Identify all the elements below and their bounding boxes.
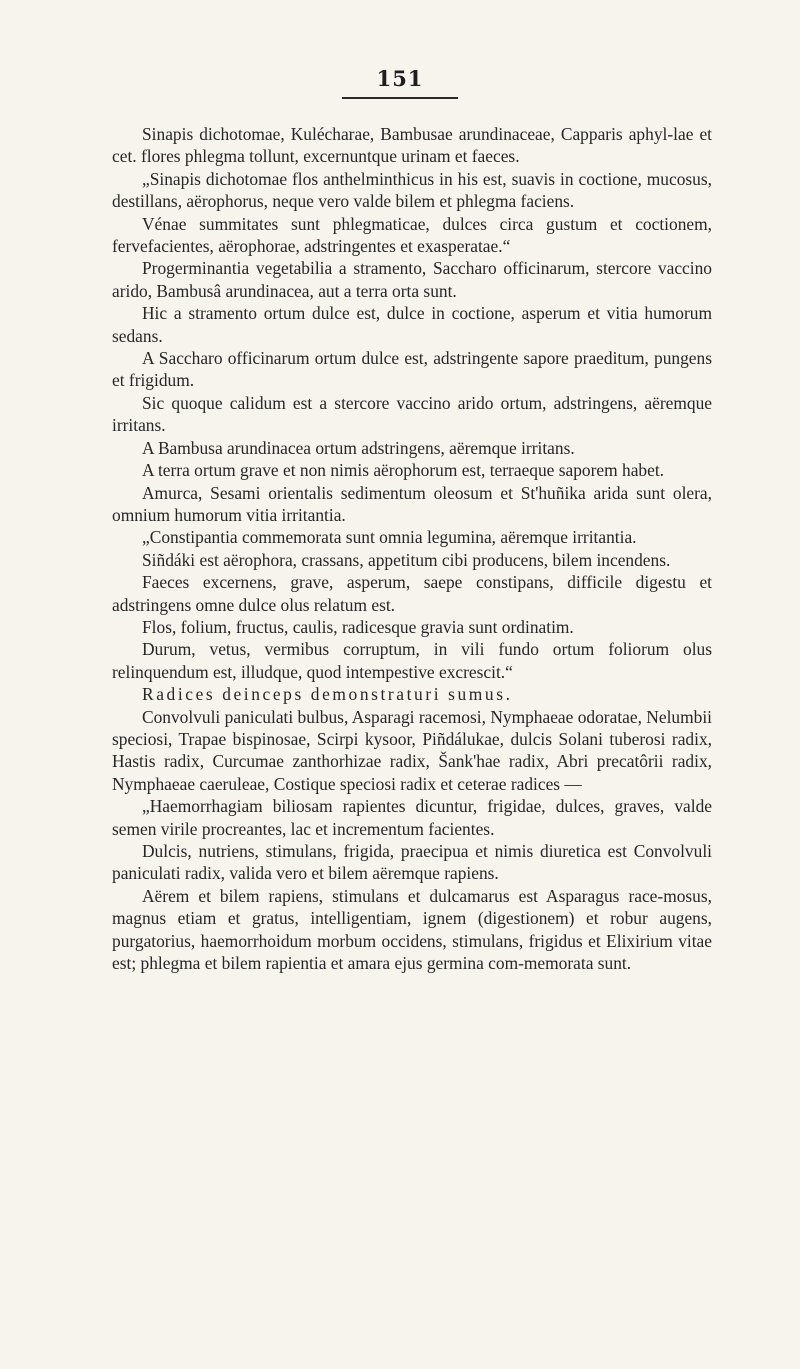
paragraph: „Sinapis dichotomae flos anthelminthicus in his est, suavis in coctione, mucosus, destillans, aërophorus, neque vero valde bilem et phlegma faciens. xyxy=(112,168,712,212)
paragraph: A terra ortum grave et non nimis aërophorum est, terraeque saporem habet. xyxy=(142,460,665,481)
paragraph: A Saccharo officinarum ortum dulce est, adstringente sapore praeditum, pungens et frigidum. xyxy=(112,348,712,391)
paragraph: A Bambusa arundinacea ortum adstringens, aëremque irritans. xyxy=(142,437,575,458)
paragraph: „Haemorrhagiam biliosam rapientes dicuntur, frigidae, dulces, graves, valde semen virile procreantes, lac et incrementum facientes. xyxy=(112,796,712,839)
paragraph: Sic quoque calidum est a stercore vaccino arido ortum, adstringens, aëremque irritans. xyxy=(112,392,712,436)
paragraph: Faeces excernens, grave, asperum, saepe constipans, difficile digestu et adstringens omne dulce olus relatum est. xyxy=(112,572,712,615)
paragraph: „Constipantia commemorata sunt omnia legumina, aëremque irritantia. xyxy=(142,527,637,548)
paragraph: Flos, folium, fructus, caulis, radicesque gravia sunt ordinatim. xyxy=(142,616,574,637)
section-heading: Radices deinceps demonstraturi sumus. xyxy=(142,684,513,705)
header-rule xyxy=(342,97,458,99)
paragraph: Sinapis dichotomae, Kulécharae, Bambusae arundinaceae, Capparis aphyl-lae et cet. flores phlegma tollunt, excernuntque urinam et faeces. xyxy=(112,124,712,167)
paragraph: Durum, vetus, vermibus corruptum, in vili fundo ortum foliorum olus relinquendum est, illudque, quod intempestive excrescit.“ xyxy=(112,639,712,682)
paragraph: Amurca, Sesami orientalis sedimentum oleosum et St'huñika arida sunt olera, omnium humorum vitia irritantia. xyxy=(112,482,712,525)
body-text xyxy=(112,123,712,974)
paragraph: Vénae summitates sunt phlegmaticae, dulces circa gustum et coctionem, fervefacientes, aërophorae, adstringentes et exasperatae.“ xyxy=(112,213,712,257)
paragraph: Convolvuli paniculati bulbus, Asparagi racemosi, Nymphaeae odoratae, Nelumbii speciosi, Trapae bispinosae, Scirpi kysoor, Piñdálukae, dulcis Solani tuberosi radix, Hastis radix, Curcumae zanthorhizae radix, Šank'hae radix, Abri precatôrii radix, Nymphaeae caeruleae, Costique speciosi radix et ceterae radices — xyxy=(112,706,712,794)
paragraph: Dulcis, nutriens, stimulans, frigida, praecipua et nimis diuretica est Convolvuli paniculati radix, valida vero et bilem aëremque rapiens. xyxy=(112,841,712,884)
paragraph: Hic a stramento ortum dulce est, dulce in coctione, asperum et vitia humorum sedans. xyxy=(112,303,712,346)
page-number: 151 xyxy=(376,66,424,91)
paragraph: Aërem et bilem rapiens, stimulans et dulcamarus est Asparagus race-mosus, magnus etiam et gratus, intelligentiam, ignem (digestionem) et robur augens, purgatorius, haemorrhoidum morbum occidens, stimulans, frigidus et Elixirium vitae est; phlegma et bilem rapientia et amara ejus germina com-memorata sunt. xyxy=(112,885,712,974)
paragraph: Progerminantia vegetabilia a stramento, Saccharo officinarum, stercore vaccino arido, Bambusâ arundinacea, aut a terra orta sunt. xyxy=(112,258,712,301)
paragraph: Siñdáki est aërophora, crassans, appetitum cibi producens, bilem incendens. xyxy=(142,549,671,570)
